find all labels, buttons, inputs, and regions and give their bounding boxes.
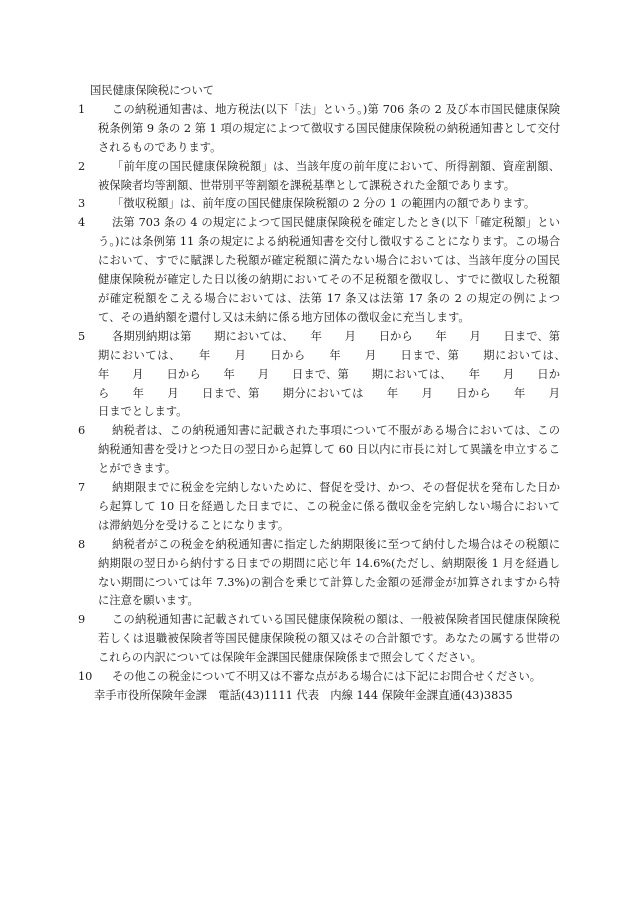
item-number: 5 — [78, 329, 86, 343]
item-text: 納税者がこの税金を納税通知書に指定した納期限後に至つて納付した場合はその税額に納期限の翌日から納付する日までの期間に応じ年 14.6%(ただし、納期限後 1 月を経過しない期間については年 7.3%)の割合を乗じて計算した金額の延滞金が加算されますから特に注意を願います。 — [98, 537, 560, 608]
list-item — [78, 668, 560, 687]
document-title: 国民健康保険税について — [90, 84, 215, 97]
item-text: 各期別納期は第 期においては、 年 月 日から 年 月 日まで、第 期においては、 年 月 日から 年 月 日まで、第 期においては、 年 月 日から 年 月 日まで、第 期においては、 年 月 日から 年 月 日まで、第 期分においては 年 月 日から 年 月 日までとします。 — [98, 329, 583, 419]
list-item — [78, 328, 583, 423]
item-text: 納期限までに税金を完納しないために、督促を受け、かつ、その督促状を発布した日から起算して 10 日を経過した日までに、この税金に係る徴収金を完納しない場合においては滞納処分を受けることになります。 — [98, 481, 560, 532]
notice-page — [78, 82, 583, 706]
item-text: その他この税金について不明又は不審な点がある場合には下記にお問合せください。 — [112, 670, 542, 684]
item-number: 8 — [78, 537, 86, 551]
item-number: 10 — [78, 670, 93, 684]
item-number: 2 — [78, 159, 86, 173]
list-item — [78, 422, 560, 479]
item-number: 9 — [78, 613, 86, 627]
item-number: 6 — [78, 424, 86, 438]
list-item — [78, 479, 560, 536]
contact-line: 幸手市役所保険年金課 電話(43)1111 代表 内線 144 保険年金課直通(43)3835 — [94, 689, 513, 702]
item-text: 納税者は、この納税通知書に記載された事項について不服がある場合においては、この納税通知書を受けとつた日の翌日から起算して 60 日以内に市長に対して異議を申立することができます。 — [98, 424, 560, 476]
list-item — [78, 611, 560, 668]
item-text: 「前年度の国民健康保険税額」は、当該年度の前年度において、所得割額、資産割額、被保険者均等割額、世帯別平等割額を課税基準として課税された金額であります。 — [98, 159, 560, 192]
list-item — [78, 101, 560, 158]
item-number: 7 — [78, 481, 86, 495]
item-number: 3 — [78, 197, 86, 211]
item-text: この納税通知書は、地方税法(以下「法」という。)第 706 条の 2 及び本市国民健康保険税条例第 9 条の 2 第 1 項の規定によつて徴収する国民健康保険税の納税通知書として交付されるものであります。 — [98, 102, 560, 154]
item-text: 「徴収税額」は、前年度の国民健康保険税額の 2 分の 1 の範囲内の額であります。 — [112, 197, 536, 211]
list-item — [78, 195, 560, 214]
item-number: 1 — [78, 102, 86, 116]
list-item — [78, 158, 560, 196]
list-item — [78, 536, 560, 612]
item-text: この納税通知書に記載されている国民健康保険税の額は、一般被保険者国民健康保険税若しくは退職被保険者等国民健康保険税の額又はその合計額です。あなたの属する世帯のこれらの内訳については保険年金課国民健康保険係まで照会してください。 — [98, 613, 560, 665]
item-text: 法第 703 条の 4 の規定によつて国民健康保険税を確定したとき(以下「確定税額」という。)には条例第 11 条の規定による納税通知書を交付し徴収することになります。この場合において、すでに賦課した税額が確定税額に満たない場合においては、当該年度分の国民健康保険税が確定した日以後の納期においてその不足税額を徴収し、すでに徴収した税額が確定税額をこえる場合においては、法第 17 条又は法第 17 条の 2 の規定の例によつて、その過納額を還付し又は未納に係る地方団体の徴収金に充当します。 — [98, 216, 560, 324]
list-item — [78, 214, 560, 327]
item-number: 4 — [78, 216, 86, 230]
